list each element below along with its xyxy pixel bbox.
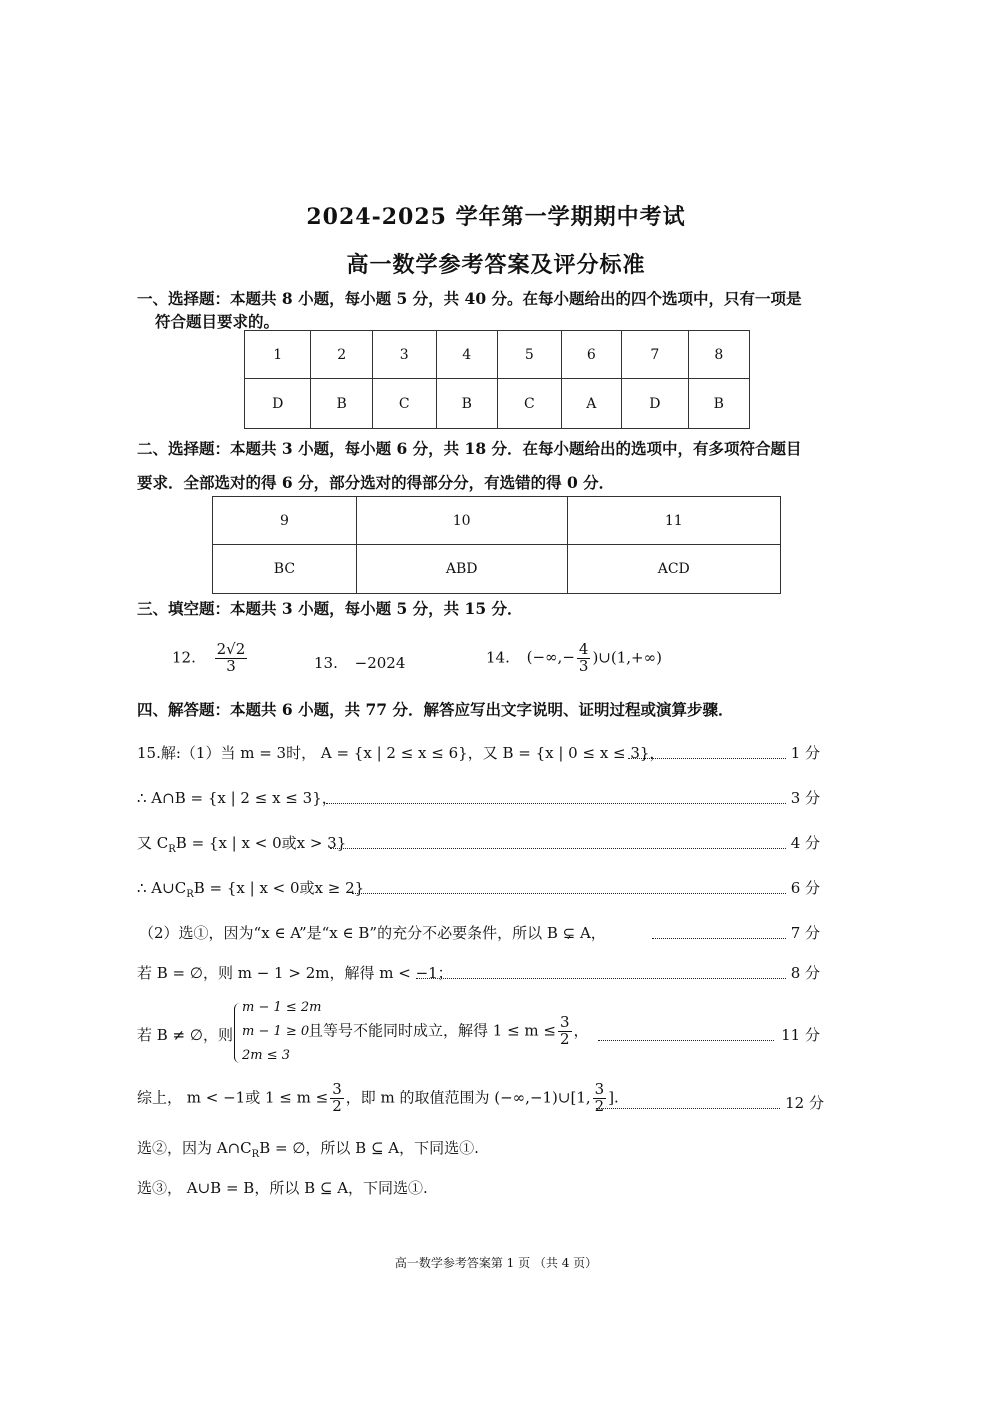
- table2-number-row: [213, 497, 781, 545]
- table1-cell: B: [436, 379, 497, 429]
- score-7: 11 分: [781, 1026, 820, 1044]
- page-footer: 高一数学参考答案第 1 页 （共 4 页）: [394, 1256, 598, 1270]
- table1-cell: C: [497, 379, 561, 429]
- q12-fraction: [215, 642, 248, 675]
- table2-cell: ABD: [356, 545, 567, 594]
- dot-leader: [596, 1108, 780, 1109]
- l8-fraction: [330, 1082, 344, 1115]
- table1-number-row: [245, 331, 750, 379]
- l7-numerator: 3: [559, 1013, 570, 1031]
- section2-heading-line2: 要求．全部选对的得 6 分，部分选对的得部分分，有选错的得 0 分．: [137, 473, 615, 492]
- dot-leader: [628, 758, 786, 759]
- dot-leader: [352, 893, 786, 894]
- table1-cell: A: [561, 379, 621, 429]
- section1-heading-line2: 符合题目要求的。: [155, 312, 280, 331]
- score-6: 8 分: [790, 964, 820, 982]
- section2-heading-line1: 二、选择题：本题共 3 小题，每小题 6 分，共 18 分．在每小题给出的选项中，有多项符合题目: [137, 439, 802, 458]
- table1-cell: 4: [436, 331, 497, 379]
- table2-answer-row: [213, 545, 781, 594]
- section4-heading: 四、解答题：本题共 6 小题，共 77 分．解答应写出文字说明、证明过程或演算步骤．: [137, 700, 734, 719]
- solution-line-10: 选③， A∪B = B，所以 B ⊆ A，下同选①.: [137, 1179, 428, 1197]
- l8-fraction-2: [593, 1082, 607, 1115]
- answer-12: [172, 642, 249, 675]
- l7-text: 且等号不能同时成立，解得 1 ≤ m ≤: [308, 1021, 556, 1040]
- l7-end: ，: [573, 1021, 589, 1040]
- l7-fraction: [558, 1015, 572, 1048]
- l3-subscript: R: [168, 844, 176, 855]
- inequality-1: m − 1 ≤ 2m: [242, 1000, 322, 1015]
- answer-table-2: [212, 496, 781, 594]
- solution-line-3: [137, 832, 346, 855]
- table2-cell: 9: [213, 497, 357, 545]
- l7-denominator: 2: [559, 1029, 570, 1048]
- q14-denominator: 3: [578, 656, 589, 675]
- q12-denominator: 3: [226, 656, 236, 675]
- l8-end: ].: [608, 1088, 619, 1107]
- solution-line-6: 若 B = ∅，则 m − 1 > 2m，解得 m < −1；: [137, 964, 453, 982]
- inequality-3: 2m ≤ 3: [242, 1048, 291, 1063]
- answer-table-1: [244, 330, 750, 429]
- l4-subscript: R: [186, 889, 194, 900]
- l9-subscript: R: [251, 1149, 260, 1160]
- score-5: 7 分: [790, 924, 820, 942]
- inequality-2: m − 1 ≥ 0: [242, 1024, 310, 1039]
- score-1: 1 分: [790, 744, 820, 762]
- l9-text: 选②，因为 A∩C: [137, 1139, 252, 1157]
- solution-line-7-body: [308, 1015, 589, 1048]
- dot-leader: [326, 803, 786, 804]
- table1-cell: 6: [561, 331, 621, 379]
- l4-rest: B = {x | x < 0或x ≥ 2}: [193, 879, 365, 897]
- table1-cell: D: [622, 379, 688, 429]
- table1-cell: B: [688, 379, 749, 429]
- q12-label: 12.: [172, 648, 196, 667]
- q13-label: 13.: [314, 654, 338, 672]
- section1-heading-line1: 一、选择题：本题共 8 小题，每小题 5 分，共 40 分。在每小题给出的四个选项中，只有一项是: [137, 289, 802, 308]
- q14-label: 14.: [486, 648, 510, 667]
- table1-cell: 3: [372, 331, 436, 379]
- dot-leader: [652, 938, 786, 939]
- dot-leader: [416, 978, 786, 979]
- table1-cell: 1: [245, 331, 311, 379]
- solution-line-9: [137, 1137, 479, 1160]
- score-8: 12 分: [785, 1094, 824, 1112]
- q14-numerator: 4: [578, 640, 589, 658]
- l8-text: 综上， m < −1或 1 ≤ m ≤: [137, 1088, 329, 1107]
- dot-leader: [330, 848, 786, 849]
- q14-fraction: [577, 642, 591, 675]
- table1-cell: B: [311, 379, 372, 429]
- table1-cell: 5: [497, 331, 561, 379]
- table1-cell: C: [372, 379, 436, 429]
- solution-line-5: （2）选①，因为“x ∈ A”是“x ∈ B”的充分不必要条件，所以 B ⊊ A，: [139, 924, 606, 942]
- solution-line-4: [137, 877, 364, 900]
- l8-denominator: 2: [332, 1096, 342, 1115]
- solution-line-7-prefix: 若 B ≠ ∅，则: [137, 1026, 233, 1044]
- answer-13: [314, 654, 405, 672]
- q14-suffix: )∪(1,+∞): [592, 648, 662, 667]
- solution-line-8: [137, 1082, 619, 1115]
- table1-answer-row: [245, 379, 750, 429]
- l8-mid: ，即 m 的取值范围为 (−∞,−1)∪[1,: [345, 1088, 591, 1107]
- exam-subtitle: 高一数学参考答案及评分标准: [346, 252, 646, 278]
- solution-line-2: ∴ A∩B = {x | 2 ≤ x ≤ 3}，: [137, 789, 337, 807]
- score-4: 6 分: [790, 879, 820, 897]
- score-2: 3 分: [790, 789, 820, 807]
- table2-cell: 10: [356, 497, 567, 545]
- l4-text: ∴ A∪C: [137, 879, 187, 897]
- section3-heading: 三、填空题：本题共 3 小题，每小题 5 分，共 15 分．: [137, 599, 523, 618]
- table2-cell: ACD: [567, 545, 780, 594]
- exam-title: 2024-2025 学年第一学期期中考试: [306, 204, 686, 230]
- q14-prefix: (−∞,−: [526, 648, 575, 667]
- answer-14: [486, 642, 662, 675]
- table1-cell: 2: [311, 331, 372, 379]
- table1-cell: 8: [688, 331, 749, 379]
- l9-rest: B = ∅，所以 B ⊆ A，下同选①.: [259, 1139, 479, 1157]
- q12-numerator: 2√2: [216, 640, 246, 658]
- score-3: 4 分: [790, 834, 820, 852]
- solution-line-1: 15.解:（1）当 m = 3时， A = {x | 2 ≤ x ≤ 6}，又 B = {x | 0 ≤ x ≤ 3}，: [137, 744, 665, 762]
- table2-cell: BC: [213, 545, 357, 594]
- l3-text: 又 C: [137, 834, 169, 852]
- dot-leader: [598, 1040, 774, 1041]
- l8-numerator: 3: [332, 1080, 342, 1098]
- table1-cell: 7: [622, 331, 688, 379]
- table1-cell: D: [245, 379, 311, 429]
- l8-denominator-2: 2: [594, 1096, 605, 1115]
- table2-cell: 11: [567, 497, 780, 545]
- l8-numerator-2: 3: [594, 1080, 605, 1098]
- l3-rest: B = {x | x < 0或x > 3}: [175, 834, 347, 852]
- q13-value: −2024: [354, 654, 406, 672]
